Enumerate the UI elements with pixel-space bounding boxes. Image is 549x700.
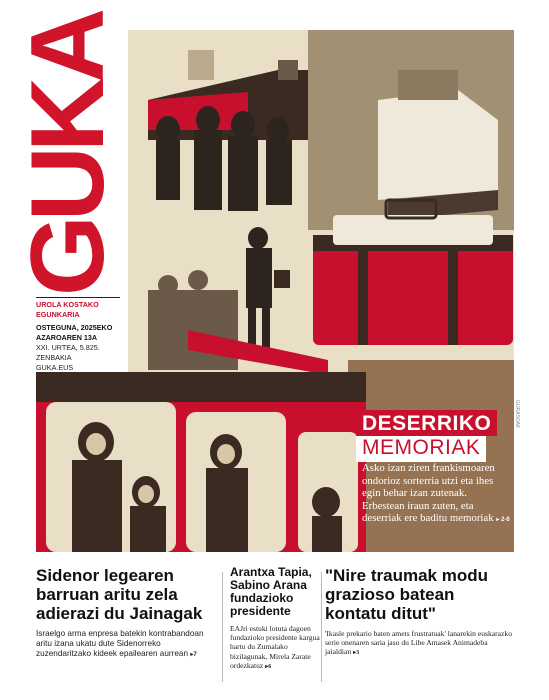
story-page-number: 7 <box>193 652 197 659</box>
story-tapia[interactable] <box>230 566 320 672</box>
paper-type-label: EGUNKARIA <box>36 310 80 319</box>
story-summary <box>36 629 214 661</box>
hero-lead-page-number: 2-6 <box>501 517 510 524</box>
hero-lead-page: ▸ 2-6 <box>496 517 510 524</box>
story-summary-text: 'Ikasle prekario baten amets frustratuak' lanarekin euskarazko serie onenaren saria jaso du Libe Amasek Animadeba jaialdian <box>325 629 513 657</box>
date-line-2: AZAROAREN 13A <box>36 333 98 342</box>
photo-credit: GURASOAK <box>514 400 520 429</box>
story-summary <box>230 624 320 672</box>
story-page-ref: ▸3 <box>353 650 360 657</box>
column-divider-1 <box>222 572 223 682</box>
story-page-ref: ▸7 <box>190 652 197 659</box>
story-headline[interactable]: Sidenor legearen barruan aritu zela adierazi du Jainagak <box>36 566 203 623</box>
story-summary <box>325 629 515 659</box>
story-page-number: 6 <box>268 663 272 670</box>
masthead-logo[interactable] <box>10 13 126 297</box>
date-line-1: OSTEGUNA, 2025EKO <box>36 323 113 332</box>
column-divider-2 <box>321 572 322 682</box>
meta-divider <box>36 297 120 298</box>
hero-lead-text: Asko izan ziren frankismoaren ondorioz sorterria utzi eta ihes egin behar izan zutenak. Erbestean iraun zuten, eta deserriak ere baditu memoriak <box>362 462 495 525</box>
story-headline[interactable]: Arantxa Tapia, Sabino Arana fundazioko presidente <box>230 565 312 618</box>
hero-lead[interactable] <box>362 462 512 527</box>
story-headline[interactable]: "Nire traumak modu grazioso batean kontatu ditut" <box>325 566 488 623</box>
masthead-meta <box>36 300 128 373</box>
story-summary-text: EAJri estuki lotuta dagoen fundazioko presidente kargua hartu du Zumalako bizilagunak, Mirela Zarate ordezkatuz <box>230 624 320 670</box>
region-label: UROLA KOSTAKO <box>36 300 99 309</box>
hero-title-line-2: MEMORIAK <box>356 436 486 462</box>
story-traumak[interactable] <box>325 566 515 659</box>
hero-title-line-1: DESERRIKO <box>356 410 497 436</box>
story-page-ref: ▸6 <box>265 663 272 670</box>
issue-label: XXI. URTEA, 5.825. ZENBAKIA <box>36 343 100 362</box>
story-summary-text: Israelgo arma enpresa batekin kontrabandoan aritu izana ukatu dute Sidenorreko zuzendaritzako kideek epailearen aurrean <box>36 629 204 659</box>
logo-text: GUKA <box>10 13 126 297</box>
story-sidenor[interactable] <box>36 566 214 661</box>
train-artwork <box>36 372 366 552</box>
site-link[interactable]: GUKA.EUS <box>36 363 74 372</box>
story-page-number: 3 <box>356 650 360 657</box>
train-illustration <box>36 372 366 552</box>
hero-title <box>356 410 496 462</box>
